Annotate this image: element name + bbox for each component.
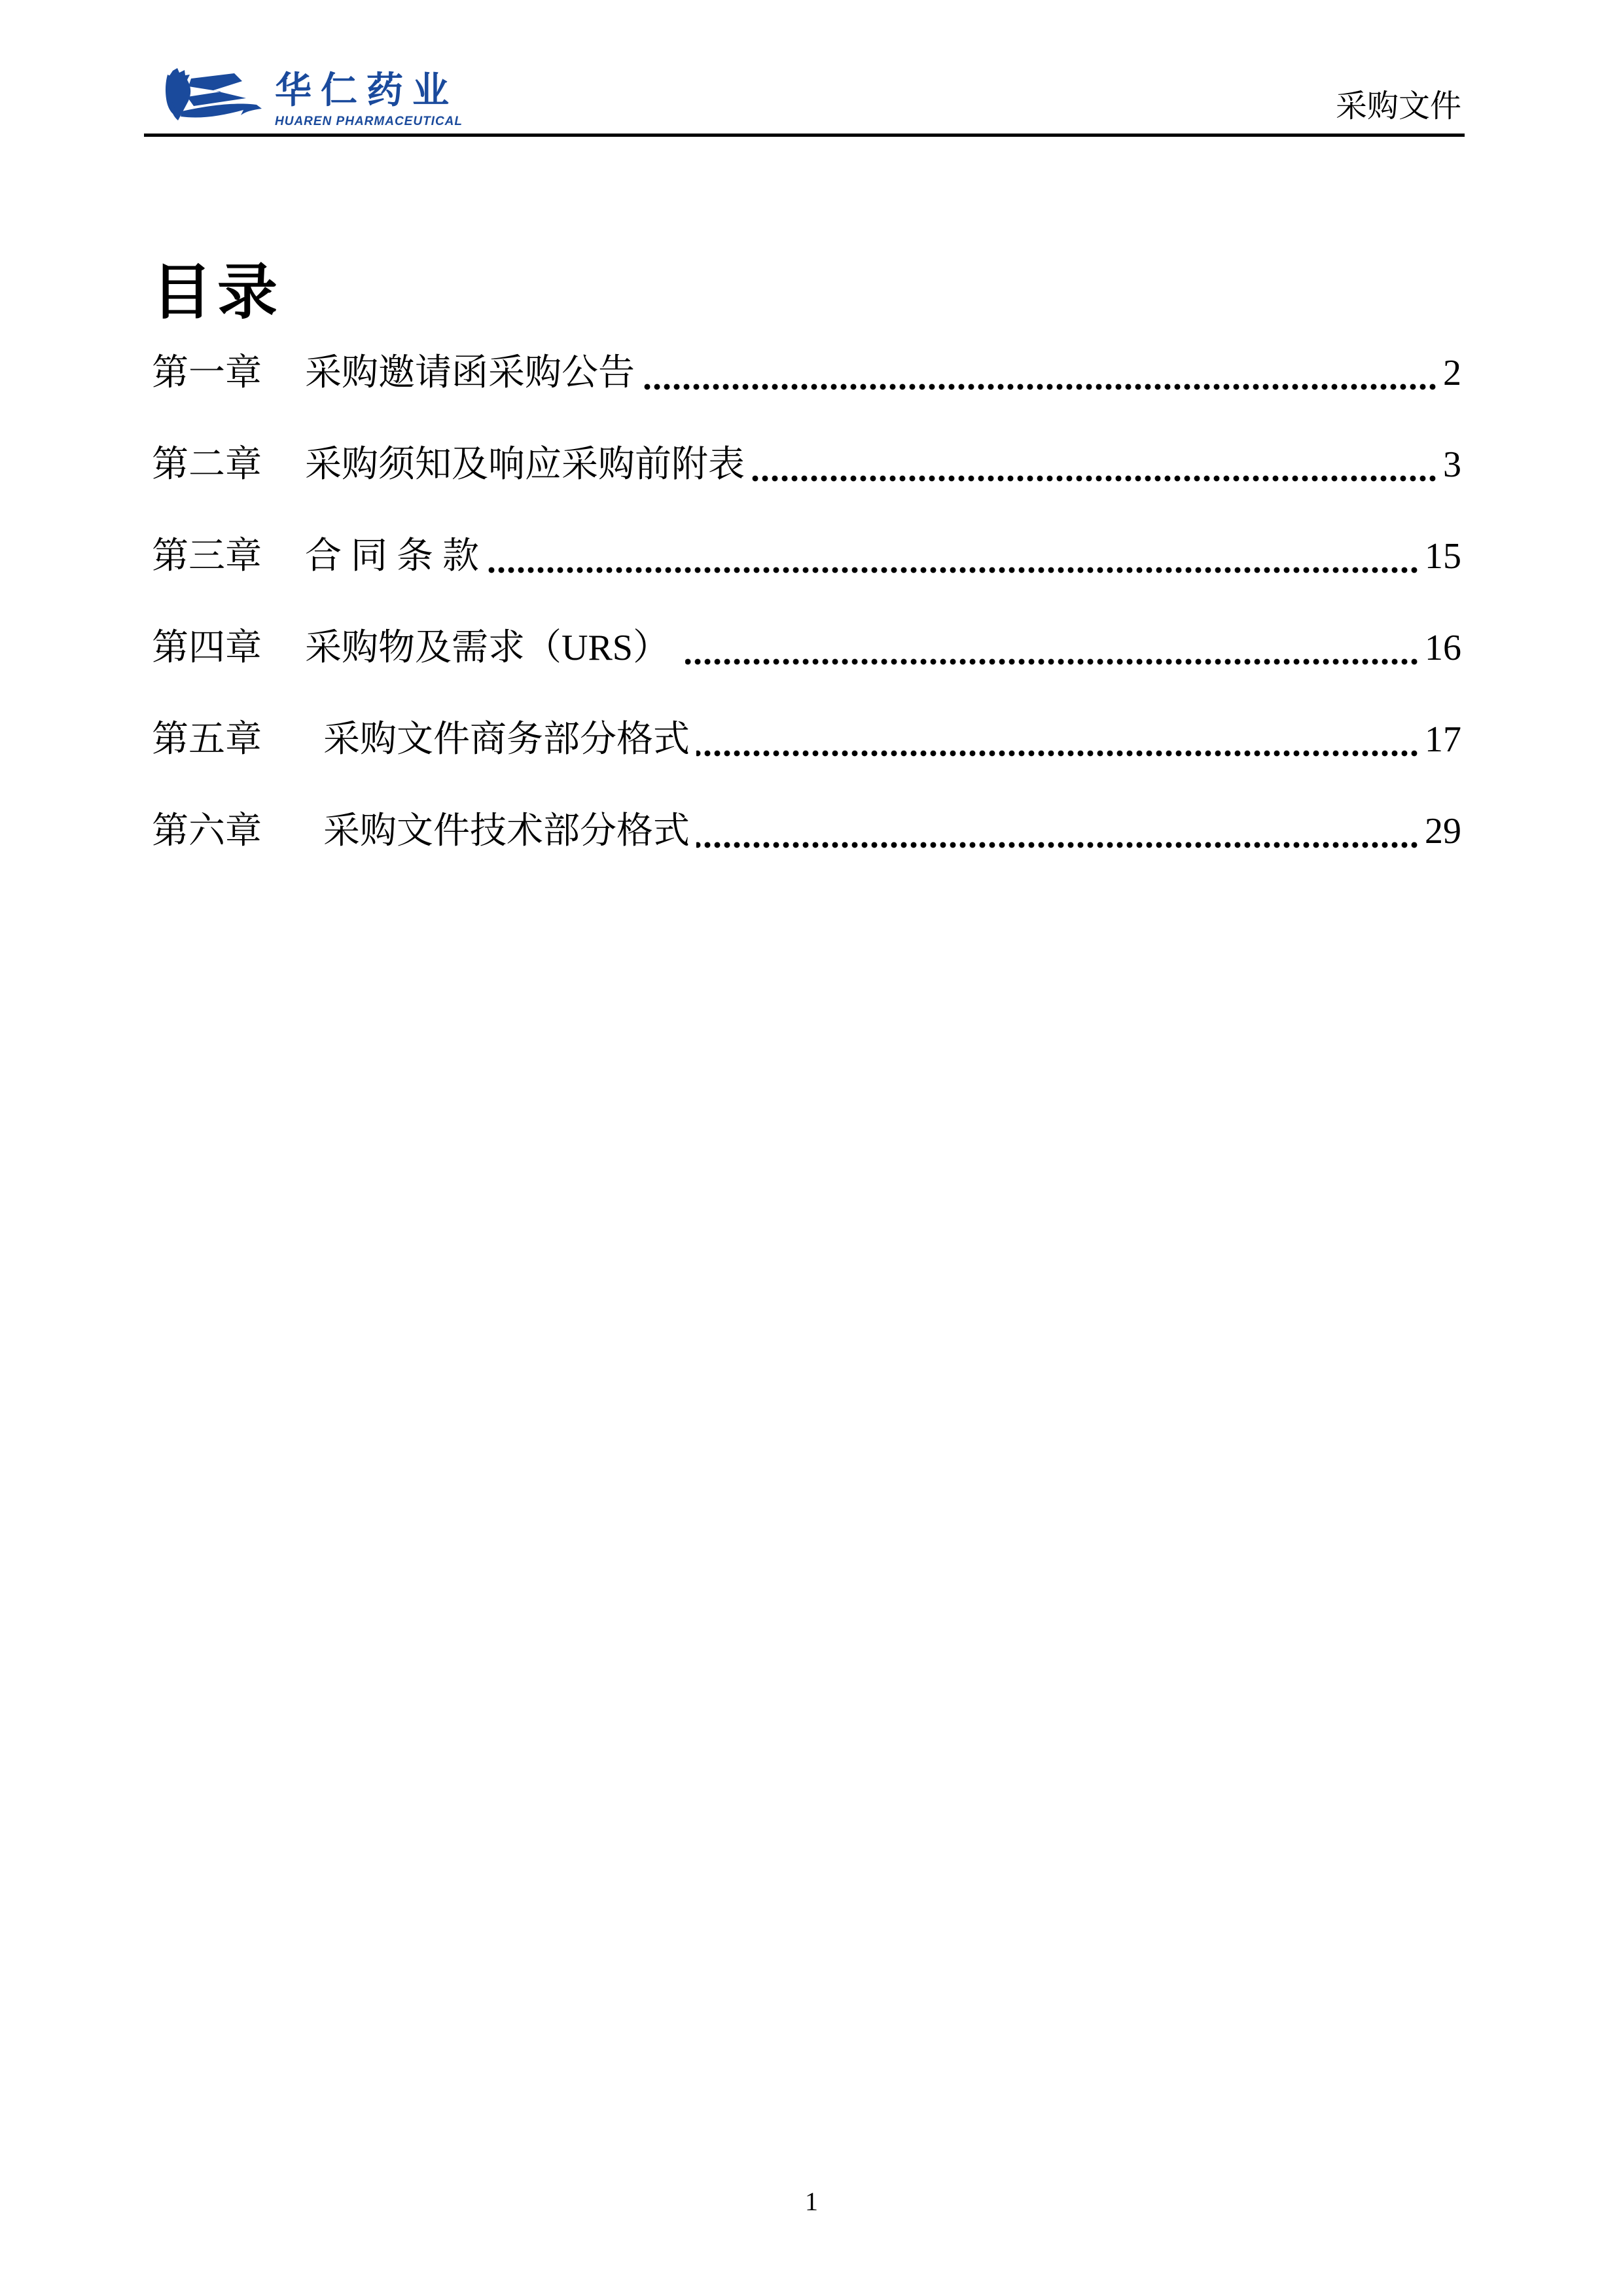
- toc-leader-dots: [486, 566, 1419, 574]
- header-doc-label: 采购文件: [1335, 89, 1461, 124]
- toc-title-label: 采购物及需求（URS）: [305, 628, 679, 668]
- toc-heading: 目录: [152, 259, 283, 326]
- toc-chapter-label: 第一章: [152, 353, 262, 393]
- header-rule: [144, 134, 1465, 137]
- page-number: 1: [805, 2187, 818, 2216]
- toc-page-number: 16: [1425, 628, 1461, 668]
- toc-chapter-label: 第六章: [152, 811, 262, 852]
- toc-page-number: 3: [1443, 444, 1461, 485]
- toc-chapter-label: 第三章: [152, 536, 262, 577]
- toc-entry[interactable]: [152, 511, 1461, 602]
- toc-page-number: 29: [1425, 811, 1461, 852]
- toc-title-label: 合 同 条 款: [305, 536, 479, 577]
- toc-entry[interactable]: [152, 694, 1461, 785]
- company-logo: [148, 68, 463, 129]
- logo-company-name: 华仁药业: [275, 69, 458, 111]
- dragon-logo-icon: [148, 68, 264, 126]
- toc-page-number: 17: [1425, 719, 1461, 760]
- toc-leader-dots: [696, 749, 1419, 757]
- toc-title-label: 采购须知及响应采购前附表: [305, 444, 745, 485]
- toc-list: [152, 327, 1461, 877]
- toc-title-label: 采购文件商务部分格式: [305, 719, 690, 760]
- logo-text: [275, 68, 463, 129]
- toc-chapter-label: 第四章: [152, 628, 262, 668]
- toc-leader-dots: [685, 658, 1419, 666]
- toc-title-label: 采购文件技术部分格式: [305, 811, 690, 852]
- logo-company-tagline: HUAREN PHARMACEUTICAL: [275, 115, 463, 128]
- toc-leader-dots: [696, 841, 1419, 849]
- toc-leader-dots: [641, 383, 1438, 391]
- toc-page-number: 2: [1443, 353, 1461, 393]
- toc-chapter-label: 第五章: [152, 719, 262, 760]
- toc-entry[interactable]: [152, 327, 1461, 419]
- toc-title-label: 采购邀请函采购公告: [305, 353, 635, 393]
- toc-chapter-label: 第二章: [152, 444, 262, 485]
- toc-page-number: 15: [1425, 536, 1461, 577]
- toc-entry[interactable]: [152, 419, 1461, 511]
- toc-entry[interactable]: [152, 785, 1461, 877]
- toc-entry[interactable]: [152, 602, 1461, 694]
- toc-leader-dots: [751, 475, 1438, 482]
